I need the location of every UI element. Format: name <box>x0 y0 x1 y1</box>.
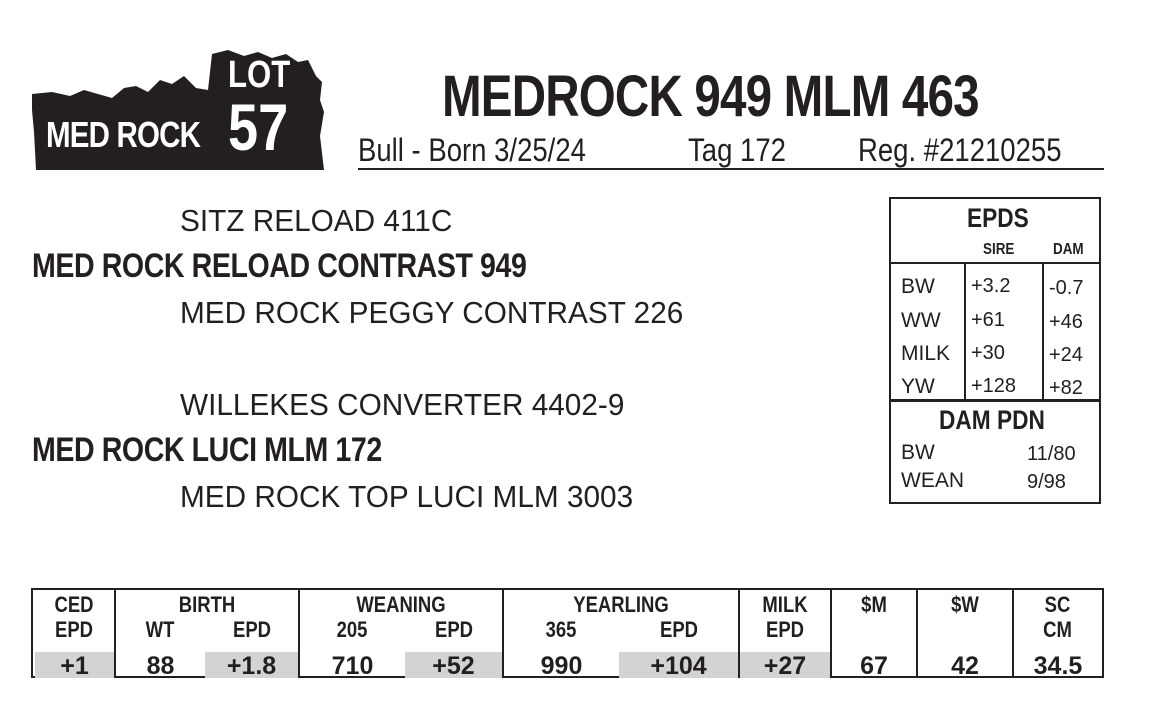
performance-table <box>31 588 1104 678</box>
pdn-row-value: 11/80 <box>1027 443 1076 465</box>
epd-row-sire: +61 <box>971 309 1005 331</box>
logo-name: MED ROCK <box>46 114 201 155</box>
epd-row-label: YW <box>901 375 935 398</box>
lot-label: LOT <box>228 54 291 96</box>
col-birth-epd: EPD <box>232 617 272 642</box>
col-year-365: 365 <box>545 617 577 642</box>
col-m-header: $M <box>861 592 887 617</box>
birth-epd-value: +1.8 <box>205 652 298 678</box>
wean-epd-value: +52 <box>405 652 502 678</box>
epd-row-dam: +24 <box>1049 344 1083 366</box>
epd-row-label: BW <box>901 275 935 298</box>
dam-sire: WILLEKES CONVERTER 4402-9 <box>180 387 625 422</box>
epd-row-sire: +128 <box>971 375 1017 397</box>
col-birth-header: BIRTH <box>178 592 236 617</box>
sc-value: 34.5 <box>1033 652 1083 680</box>
epd-row-sire: +3.2 <box>971 275 1011 297</box>
pdn-row-value: 9/98 <box>1027 471 1066 493</box>
animal-info-line <box>358 132 1104 170</box>
tag-text: Tag 172 <box>688 132 786 168</box>
year-365-value: 990 <box>540 652 583 680</box>
col-yearling-header: YEARLING <box>573 592 669 617</box>
epd-box <box>889 197 1101 504</box>
epd-row-label: MILK <box>901 342 951 365</box>
sire-sire: SITZ RELOAD 411C <box>180 203 453 238</box>
pdn-row-label: WEAN <box>901 469 964 492</box>
epds-title: EPDS <box>967 203 1029 233</box>
col-weaning-header: WEANING <box>356 592 446 617</box>
col-sc-sub: CM <box>1043 617 1072 642</box>
col-milk-header: MILK <box>762 592 808 617</box>
col-milk-sub: EPD <box>765 617 805 642</box>
dam: MED ROCK LUCI MLM 172 <box>32 431 382 469</box>
wean-205-value: 710 <box>331 652 374 680</box>
epd-row-label: WW <box>901 309 941 332</box>
col-sc-header: SC <box>1044 592 1071 617</box>
sire: MED ROCK RELOAD CONTRAST 949 <box>32 247 527 285</box>
ced-epd-value: +1 <box>35 652 114 678</box>
epd-row-sire: +30 <box>971 342 1005 364</box>
animal-name-title: MEDROCK 949 MLM 463 <box>442 64 979 129</box>
epds-col-dam: DAM <box>1053 241 1084 258</box>
col-ced-sub: EPD <box>54 617 94 642</box>
epds-col-sire: SIRE <box>983 241 1015 258</box>
col-year-epd: EPD <box>659 617 699 642</box>
m-value: 67 <box>860 652 888 680</box>
col-wean-epd: EPD <box>434 617 474 642</box>
sire-dam: MED ROCK PEGGY CONTRAST 226 <box>180 295 684 330</box>
year-epd-value: +104 <box>619 652 738 678</box>
med-rock-logo <box>32 40 324 170</box>
col-wean-205: 205 <box>336 617 368 642</box>
dam-pdn-title: DAM PDN <box>939 405 1045 435</box>
col-w-header: $W <box>951 592 979 617</box>
lot-number: 57 <box>228 90 289 164</box>
col-birth-wt: WT <box>145 617 175 642</box>
epd-row-dam: -0.7 <box>1049 277 1084 299</box>
epd-row-dam: +82 <box>1049 377 1083 399</box>
milk-epd-value: +27 <box>740 652 830 678</box>
registration-text: Reg. #21210255 <box>858 132 1062 168</box>
sex-born-text: Bull - Born 3/25/24 <box>358 132 586 168</box>
w-value: 42 <box>951 652 979 680</box>
epd-row-dam: +46 <box>1049 311 1083 333</box>
birth-wt-value: 88 <box>146 652 175 680</box>
col-ced-header: CED <box>54 592 94 617</box>
pdn-row-label: BW <box>901 441 935 464</box>
dam-dam: MED ROCK TOP LUCI MLM 3003 <box>180 479 634 514</box>
